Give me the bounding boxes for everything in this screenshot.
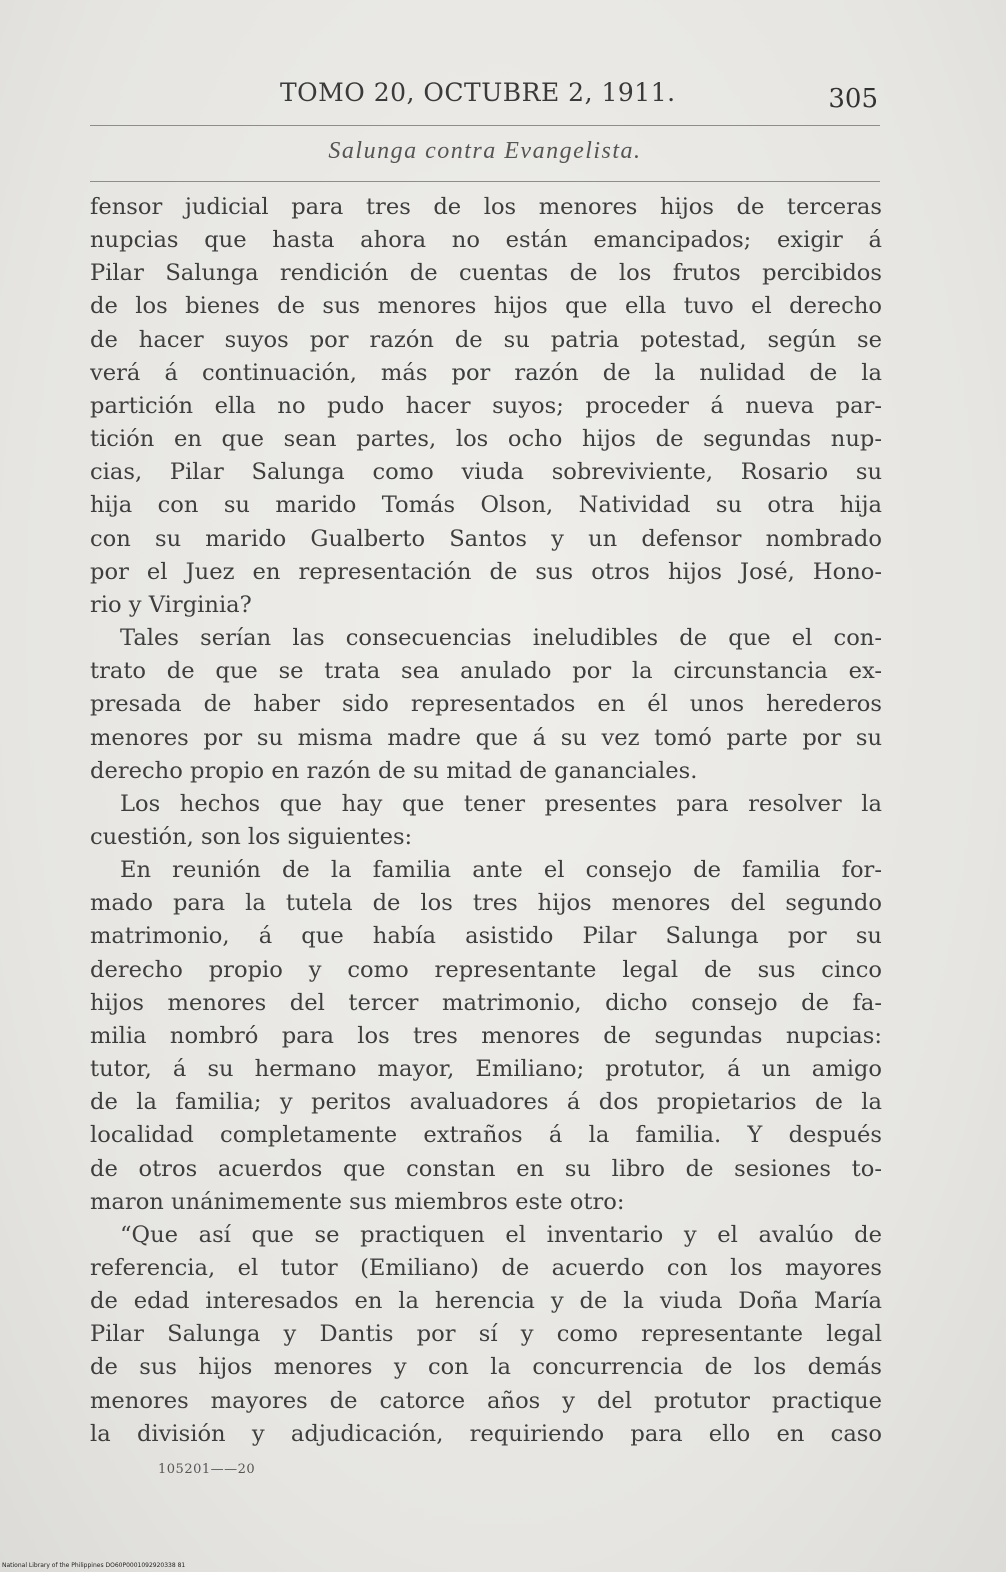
case-title: Salunga contra Evangelista. — [328, 138, 642, 164]
text-line: de edad interesados en la herencia y de la viuda Doña María — [90, 1288, 882, 1315]
text-line: cuestión, son los siguientes: — [90, 823, 413, 850]
scan-credit: National Library of the Philippines DO60P0001092920338 81 — [2, 1562, 186, 1569]
printer-signature-mark: 105201——20 — [158, 1462, 256, 1477]
text-line: de los bienes de sus menores hijos que ella tuvo el derecho — [90, 293, 882, 320]
text-line: Los hechos que hay que tener presentes para resolver la — [120, 790, 882, 817]
header-divider — [90, 125, 880, 126]
text-line: Pilar Salunga rendición de cuentas de los frutos percibidos — [90, 260, 882, 287]
page-header — [90, 78, 880, 122]
text-line: verá á continuación, más por razón de la nulidad de la — [90, 359, 882, 386]
text-line: maron unánimemente sus miembros este otro: — [90, 1188, 625, 1215]
text-line: tición en que sean partes, los ocho hijos de segundas nup- — [90, 426, 882, 453]
text-line: En reunión de la familia ante el consejo de familia for- — [120, 857, 882, 884]
text-line: partición ella no pudo hacer suyos; proceder á nueva par- — [90, 392, 882, 419]
text-line: mado para la tutela de los tres hijos menores del segundo — [90, 890, 882, 917]
volume-date-title: TOMO 20, OCTUBRE 2, 1911. — [280, 78, 676, 107]
text-line: por el Juez en representación de sus otros hijos José, Hono- — [90, 558, 882, 585]
text-line: de otros acuerdos que constan en su libro de sesiones to- — [90, 1155, 882, 1182]
text-line: menores mayores de catorce años y del protutor practique — [90, 1387, 882, 1414]
text-line: hijos menores del tercer matrimonio, dicho consejo de fa- — [90, 989, 882, 1016]
text-line: milia nombró para los tres menores de segundas nupcias: — [90, 1022, 882, 1049]
text-line: de hacer suyos por razón de su patria potestad, según se — [90, 326, 882, 353]
text-line: localidad completamente extraños á la familia. Y después — [90, 1122, 882, 1149]
case-title-divider — [90, 181, 880, 182]
text-line: matrimonio, á que había asistido Pilar Salunga por su — [90, 923, 882, 950]
text-line: derecho propio y como representante legal de sus cinco — [90, 956, 882, 983]
text-line: hija con su marido Tomás Olson, Natividad su otra hija — [90, 492, 882, 519]
text-line: trato de que se trata sea anulado por la circunstancia ex- — [90, 658, 882, 685]
text-line: con su marido Gualberto Santos y un defensor nombrado — [90, 525, 882, 552]
text-line: fensor judicial para tres de los menores hijos de terceras — [90, 194, 882, 220]
text-line: Pilar Salunga y Dantis por sí y como representante legal — [90, 1321, 882, 1348]
text-line: presada de haber sido representados en él unos herederos — [90, 691, 882, 718]
text-line: referencia, el tutor (Emiliano) de acuerdo con los mayores — [90, 1255, 882, 1281]
body-text — [90, 191, 882, 1451]
text-line: de la familia; y peritos avaluadores á dos propietarios de la — [90, 1089, 882, 1116]
text-line: menores por su misma madre que á su vez tomó parte por su — [90, 724, 882, 751]
text-line: nupcias que hasta ahora no están emancipados; exigir á — [90, 227, 882, 254]
text-line: tutor, á su hermano mayor, Emiliano; protutor, á un amigo — [90, 1056, 882, 1083]
text-line: rio y Virginia? — [90, 591, 252, 618]
text-line: cias, Pilar Salunga como viuda sobreviviente, Rosario su — [90, 459, 882, 486]
page-number: 305 — [828, 84, 878, 114]
text-line: de sus hijos menores y con la concurrencia de los demás — [90, 1354, 882, 1381]
text-line: “Que así que se practiquen el inventario y el avalúo de — [120, 1221, 882, 1248]
text-line: la división y adjudicación, requiriendo para ello en caso — [90, 1420, 882, 1447]
text-line: Tales serían las consecuencias ineludibles de que el con- — [120, 625, 882, 652]
text-line: derecho propio en razón de su mitad de gananciales. — [90, 757, 698, 784]
